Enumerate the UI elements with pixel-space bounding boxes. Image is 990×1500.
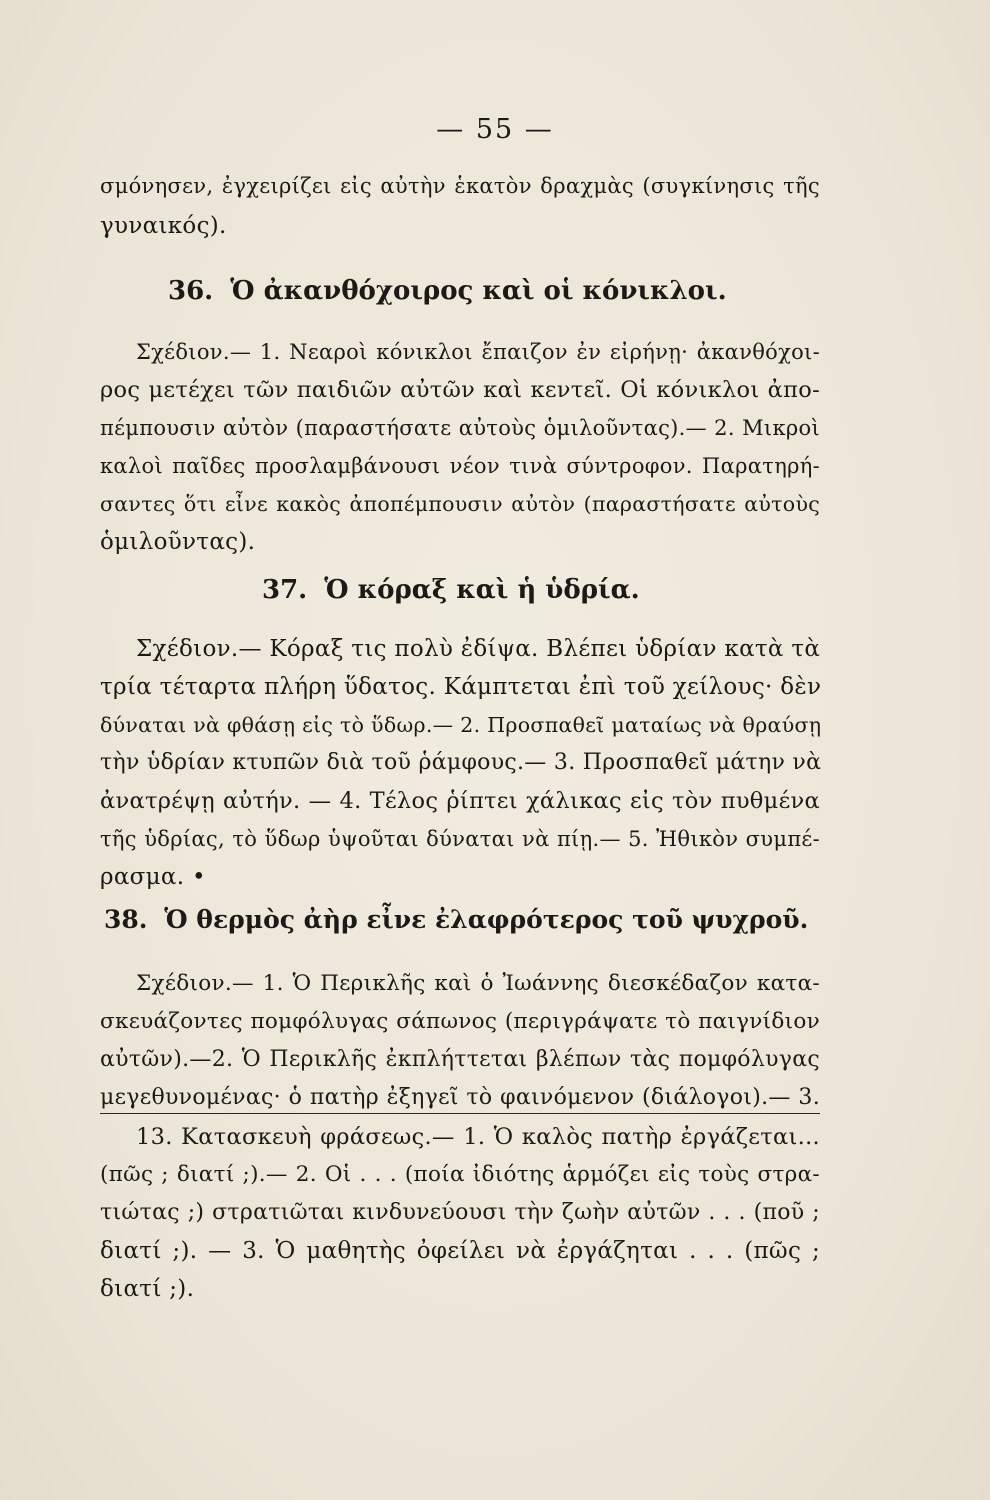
text-line: Σχέδιον.— Κόραξ τις πολὺ ἐδίψα. Βλέπει ὑδρίαν κατὰ τὰ — [136, 636, 821, 662]
text-line: σκευάζοντες πομφόλυγας σάπωνος (περιγράψατε τὸ παιγνίδιον — [100, 1009, 820, 1034]
text-line: τῆς ὑδρίας, τὸ ὕδωρ ὑψοῦται δύναται νὰ πίῃ.— 5. Ἠθικὸν συμπέ- — [100, 827, 820, 851]
text-line: σμόνησεν, ἐγχειρίζει εἰς αὐτὴν ἑκατὸν δραχμὰς (συγκίνησις τῆς — [100, 174, 820, 198]
text-line: τιώτας ;) στρατιῶται κινδυνεύουσι τὴν ζωὴν αὐτῶν . . . (ποῦ ; — [100, 1200, 820, 1225]
text-line: τρία τέταρτα πλήρη ὕδατος. Κάμπτεται ἐπὶ τοῦ χείλους· δὲν — [100, 674, 822, 700]
text-line: Σχέδιον.— 1. Ὁ Περικλῆς καὶ ὁ Ἰωάννης διεσκέδαζον κατα- — [136, 971, 820, 996]
text-line: ρασμα. • — [100, 864, 206, 890]
text-line: ἀνατρέψῃ αὐτήν. — 4. Τέλος ῥίπτει χάλικας εἰς τὸν πυθμένα — [100, 788, 820, 814]
text-line: ρος μετέχει τῶν παιδιῶν αὐτῶν καὶ κεντεῖ. Οἱ κόνικλοι ἀπο- — [100, 377, 820, 403]
text-line: 13. Κατασκευὴ φράσεως.— 1. Ὁ καλὸς πατὴρ ἐργάζεται... — [136, 1124, 820, 1150]
section-title: Ὁ θερμὸς ἀὴρ εἶνε ἐλαφρότερος τοῦ ψυχροῦ. — [164, 905, 809, 934]
text-line: δύναται νὰ φθάσῃ εἰς τὸ ὕδωρ.— 2. Προσπαθεῖ ματαίως νὰ θραύσῃ — [100, 713, 822, 737]
section-number: 36. — [168, 276, 214, 306]
section-title: Ὁ κόραξ καὶ ἡ ὑδρία. — [324, 575, 640, 605]
text-line: πέμπουσιν αὐτὸν (παραστήσατε αὐτοὺς ὁμιλοῦντας).— 2. Μικροὶ — [100, 416, 820, 440]
section-title: Ὁ ἀκανθόχοιρος καὶ οἱ κόνικλοι. — [230, 276, 727, 306]
section-divider — [100, 1113, 820, 1114]
text-line: τὴν ὑδρίαν κτυπῶν διὰ τοῦ ῥάμφους.— 3. Προσπαθεῖ μάτην νὰ — [100, 750, 822, 775]
text-line: διατί ;). — 3. Ὁ μαθητὴς ὀφείλει νὰ ἐργάζηται . . . (πῶς ; — [100, 1238, 820, 1264]
section-number: 37. — [262, 575, 308, 605]
section-heading-36 — [168, 271, 808, 311]
section-heading-37 — [262, 570, 762, 610]
text-line: καλοὶ παῖδες προσλαμβάνουσι νέον τινὰ σύντροφον. Παρατηρή- — [100, 454, 820, 478]
text-line: (πῶς ; διατί ;).— 2. Οἱ . . . (ποία ἰδιότης ἁρμόζει εἰς τοὺς στρα- — [100, 1162, 820, 1187]
text-line: γυναικός). — [100, 213, 227, 239]
page-number: — 55 — — [436, 114, 554, 145]
text-line: Σχέδιον.— 1. Νεαροὶ κόνικλοι ἔπαιζον ἐν εἰρήνῃ· ἀκανθόχοι- — [136, 340, 820, 364]
text-line: μεγεθυνομένας· ὁ πατὴρ ἐξηγεῖ τὸ φαινόμενον (διάλογοι).— 3. — [100, 1085, 820, 1110]
text-line: διατί ;). — [100, 1276, 195, 1302]
section-heading-38 — [104, 900, 820, 940]
text-line: ὁμιλοῦντας). — [100, 529, 256, 555]
section-number: 38. — [104, 905, 148, 934]
text-line: αὐτῶν).—2. Ὁ Περικλῆς ἐκπλήττεται βλέπων τὰς πομφόλυγας — [100, 1047, 820, 1072]
text-line: σαντες ὅτι εἶνε κακὸς ἀποπέμπουσιν αὐτὸν (παραστήσατε αὐτοὺς — [100, 492, 820, 516]
